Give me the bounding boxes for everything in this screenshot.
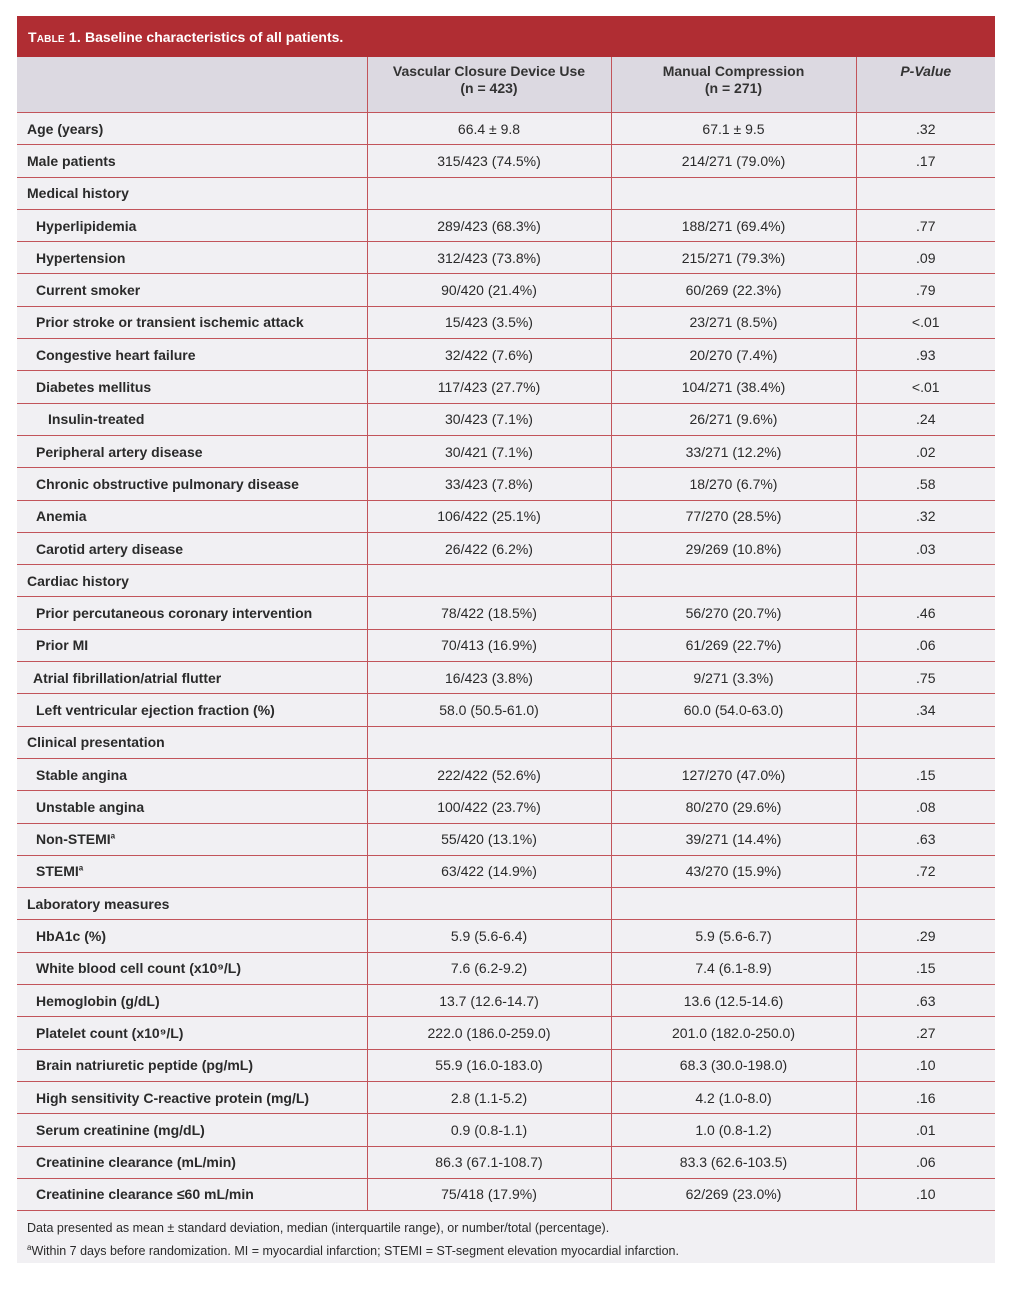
table-row [17, 952, 995, 984]
row-label: Laboratory measures [17, 888, 367, 920]
row-label: Hemoglobin (g/dL) [17, 985, 367, 1017]
cell-vcd: 5.9 (5.6-6.4) [367, 920, 611, 952]
row-label: HbA1c (%) [17, 920, 367, 952]
table-row [17, 629, 995, 661]
cell-p-value: .63 [856, 823, 995, 855]
cell-vcd: 58.0 (50.5-61.0) [367, 694, 611, 726]
cell-mc: 33/271 (12.2%) [611, 435, 856, 467]
row-label: Peripheral artery disease [17, 435, 367, 467]
header-vcd-label: Vascular Closure Device Use [392, 63, 586, 79]
header-row [17, 57, 995, 113]
cell-vcd [367, 726, 611, 758]
cell-p-value: .06 [856, 629, 995, 661]
table-row [17, 209, 995, 241]
cell-p-value: .08 [856, 791, 995, 823]
cell-p-value: .17 [856, 145, 995, 177]
row-label: Congestive heart failure [17, 339, 367, 371]
cell-mc: 62/269 (23.0%) [611, 1178, 856, 1210]
header-characteristic [17, 57, 367, 113]
table-row [17, 694, 995, 726]
header-p-value-label: P-Value [900, 63, 952, 79]
cell-vcd: 63/422 (14.9%) [367, 855, 611, 887]
cell-p-value: .34 [856, 694, 995, 726]
cell-mc: 60/269 (22.3%) [611, 274, 856, 306]
row-label: Left ventricular ejection fraction (%) [17, 694, 367, 726]
row-label: Medical history [17, 177, 367, 209]
cell-vcd: 289/423 (68.3%) [367, 209, 611, 241]
cell-p-value: .63 [856, 985, 995, 1017]
cell-p-value: .03 [856, 532, 995, 564]
row-label: Prior stroke or transient ischemic attack [17, 306, 367, 338]
cell-p-value: .46 [856, 597, 995, 629]
cell-p-value: .09 [856, 242, 995, 274]
cell-mc: 39/271 (14.4%) [611, 823, 856, 855]
baseline-characteristics-table [17, 16, 995, 1263]
table-footnotes [17, 1211, 995, 1263]
table-row [17, 855, 995, 887]
cell-mc: 215/271 (79.3%) [611, 242, 856, 274]
cell-mc: 4.2 (1.0-8.0) [611, 1081, 856, 1113]
cell-mc: 60.0 (54.0-63.0) [611, 694, 856, 726]
cell-p-value: .77 [856, 209, 995, 241]
cell-vcd [367, 177, 611, 209]
table-row [17, 113, 995, 145]
cell-mc: 83.3 (62.6-103.5) [611, 1146, 856, 1178]
cell-vcd: 0.9 (0.8-1.1) [367, 1114, 611, 1146]
header-p-value [856, 57, 995, 113]
table-row [17, 791, 995, 823]
cell-p-value [856, 177, 995, 209]
cell-vcd: 312/423 (73.8%) [367, 242, 611, 274]
table-row [17, 662, 995, 694]
cell-p-value: .58 [856, 468, 995, 500]
table-row [17, 758, 995, 790]
header-mc [611, 57, 856, 113]
cell-mc [611, 726, 856, 758]
cell-p-value: .72 [856, 855, 995, 887]
table-row [17, 177, 995, 209]
cell-p-value [856, 888, 995, 920]
cell-vcd: 16/423 (3.8%) [367, 662, 611, 694]
row-label: White blood cell count (x10⁹/L) [17, 952, 367, 984]
cell-p-value: .27 [856, 1017, 995, 1049]
table-row [17, 1178, 995, 1210]
cell-mc: 5.9 (5.6-6.7) [611, 920, 856, 952]
cell-mc: 67.1 ± 9.5 [611, 113, 856, 145]
table-row [17, 985, 995, 1017]
cell-p-value: .24 [856, 403, 995, 435]
row-label: Hyperlipidemia [17, 209, 367, 241]
cell-p-value: <.01 [856, 306, 995, 338]
table-row [17, 274, 995, 306]
cell-mc: 20/270 (7.4%) [611, 339, 856, 371]
cell-p-value [856, 726, 995, 758]
table-row [17, 920, 995, 952]
cell-p-value: .10 [856, 1049, 995, 1081]
cell-mc: 188/271 (69.4%) [611, 209, 856, 241]
row-label: Creatinine clearance (mL/min) [17, 1146, 367, 1178]
footnote-data-format: Data presented as mean ± standard deviation, median (interquartile range), or number/total (percentage). [27, 1221, 610, 1236]
cell-p-value: .02 [856, 435, 995, 467]
cell-p-value: .10 [856, 1178, 995, 1210]
cell-vcd: 70/413 (16.9%) [367, 629, 611, 661]
cell-p-value: .93 [856, 339, 995, 371]
cell-vcd: 30/423 (7.1%) [367, 403, 611, 435]
cell-p-value: .29 [856, 920, 995, 952]
cell-vcd: 75/418 (17.9%) [367, 1178, 611, 1210]
cell-vcd: 106/422 (25.1%) [367, 500, 611, 532]
row-label: Insulin-treated [17, 403, 367, 435]
cell-mc: 29/269 (10.8%) [611, 532, 856, 564]
cell-mc: 56/270 (20.7%) [611, 597, 856, 629]
data-table [17, 57, 995, 1211]
cell-vcd [367, 565, 611, 597]
table-row [17, 242, 995, 274]
cell-mc: 201.0 (182.0-250.0) [611, 1017, 856, 1049]
row-label: Clinical presentation [17, 726, 367, 758]
cell-mc: 61/269 (22.7%) [611, 629, 856, 661]
cell-mc [611, 565, 856, 597]
row-label: Carotid artery disease [17, 532, 367, 564]
row-label: Age (years) [17, 113, 367, 145]
row-label: Brain natriuretic peptide (pg/mL) [17, 1049, 367, 1081]
cell-mc: 26/271 (9.6%) [611, 403, 856, 435]
row-label: Stable angina [17, 758, 367, 790]
row-label: Diabetes mellitus [17, 371, 367, 403]
table-row [17, 1146, 995, 1178]
table-row [17, 403, 995, 435]
cell-vcd: 13.7 (12.6-14.7) [367, 985, 611, 1017]
cell-p-value: .01 [856, 1114, 995, 1146]
row-label: Current smoker [17, 274, 367, 306]
cell-p-value: .75 [856, 662, 995, 694]
cell-vcd: 33/423 (7.8%) [367, 468, 611, 500]
row-label: Unstable angina [17, 791, 367, 823]
cell-mc: 77/270 (28.5%) [611, 500, 856, 532]
table-row [17, 306, 995, 338]
cell-vcd: 315/423 (74.5%) [367, 145, 611, 177]
cell-vcd: 90/420 (21.4%) [367, 274, 611, 306]
table-row [17, 1114, 995, 1146]
cell-mc: 9/271 (3.3%) [611, 662, 856, 694]
cell-mc [611, 888, 856, 920]
footnote-abbreviations: $^a$Within 7 days before randomization. MI = myocardial infarction; STEMI = ST-segment elevation myocardial infarction. [27, 1243, 679, 1259]
table-row [17, 726, 995, 758]
cell-vcd: 15/423 (3.5%) [367, 306, 611, 338]
cell-p-value: .32 [856, 500, 995, 532]
cell-mc: 13.6 (12.5-14.6) [611, 985, 856, 1017]
cell-p-value: .15 [856, 952, 995, 984]
cell-vcd: 55/420 (13.1%) [367, 823, 611, 855]
cell-mc: 1.0 (0.8-1.2) [611, 1114, 856, 1146]
table-row [17, 435, 995, 467]
header-vcd [367, 57, 611, 113]
cell-vcd: 117/423 (27.7%) [367, 371, 611, 403]
header-mc-label: Manual Compression [662, 63, 805, 79]
cell-p-value [856, 565, 995, 597]
table-row [17, 597, 995, 629]
cell-vcd: 7.6 (6.2-9.2) [367, 952, 611, 984]
cell-vcd: 66.4 ± 9.8 [367, 113, 611, 145]
cell-p-value: .16 [856, 1081, 995, 1113]
cell-vcd: 32/422 (7.6%) [367, 339, 611, 371]
cell-mc: 68.3 (30.0-198.0) [611, 1049, 856, 1081]
table-row [17, 371, 995, 403]
cell-vcd: 222.0 (186.0-259.0) [367, 1017, 611, 1049]
cell-mc: 18/270 (6.7%) [611, 468, 856, 500]
cell-mc [611, 177, 856, 209]
row-label: Platelet count (x10⁹/L) [17, 1017, 367, 1049]
cell-vcd: 2.8 (1.1-5.2) [367, 1081, 611, 1113]
row-label: Atrial fibrillation/atrial flutter [17, 662, 367, 694]
cell-mc: 214/271 (79.0%) [611, 145, 856, 177]
cell-vcd: 86.3 (67.1-108.7) [367, 1146, 611, 1178]
table-row [17, 145, 995, 177]
cell-vcd: 30/421 (7.1%) [367, 435, 611, 467]
cell-vcd [367, 888, 611, 920]
cell-mc: 80/270 (29.6%) [611, 791, 856, 823]
row-label: STEMI$^a$ [17, 855, 367, 887]
table-row [17, 1081, 995, 1113]
cell-mc: 104/271 (38.4%) [611, 371, 856, 403]
cell-vcd: 26/422 (6.2%) [367, 532, 611, 564]
cell-p-value: .06 [856, 1146, 995, 1178]
row-label: High sensitivity C-reactive protein (mg/L) [17, 1081, 367, 1113]
row-label: Prior percutaneous coronary intervention [17, 597, 367, 629]
cell-mc: 7.4 (6.1-8.9) [611, 952, 856, 984]
table-row [17, 500, 995, 532]
cell-mc: 127/270 (47.0%) [611, 758, 856, 790]
cell-p-value: <.01 [856, 371, 995, 403]
table-row [17, 823, 995, 855]
table-title-bar [17, 16, 995, 57]
table-row [17, 888, 995, 920]
cell-vcd: 222/422 (52.6%) [367, 758, 611, 790]
table-row [17, 339, 995, 371]
row-label: Serum creatinine (mg/dL) [17, 1114, 367, 1146]
table-row [17, 468, 995, 500]
cell-p-value: .79 [856, 274, 995, 306]
row-label: Anemia [17, 500, 367, 532]
header-vcd-n: (n = 423) [460, 80, 518, 96]
cell-mc: 23/271 (8.5%) [611, 306, 856, 338]
cell-mc: 43/270 (15.9%) [611, 855, 856, 887]
table-row [17, 532, 995, 564]
cell-p-value: .32 [856, 113, 995, 145]
cell-p-value: .15 [856, 758, 995, 790]
row-label: Creatinine clearance ≤60 mL/min [17, 1178, 367, 1210]
cell-vcd: 55.9 (16.0-183.0) [367, 1049, 611, 1081]
cell-vcd: 78/422 (18.5%) [367, 597, 611, 629]
table-body [17, 113, 995, 1211]
row-label: Prior MI [17, 629, 367, 661]
table-row [17, 1017, 995, 1049]
table-row [17, 565, 995, 597]
row-label: Hypertension [17, 242, 367, 274]
table-row [17, 1049, 995, 1081]
row-label: Chronic obstructive pulmonary disease [17, 468, 367, 500]
row-label: Non-STEMI$^a$ [17, 823, 367, 855]
table-title: Baseline characteristics of all patients. [84, 28, 344, 45]
header-mc-n: (n = 271) [704, 80, 763, 96]
row-label: Cardiac history [17, 565, 367, 597]
cell-vcd: 100/422 (23.7%) [367, 791, 611, 823]
table-number: Table 1. [28, 28, 81, 45]
row-label: Male patients [17, 145, 367, 177]
